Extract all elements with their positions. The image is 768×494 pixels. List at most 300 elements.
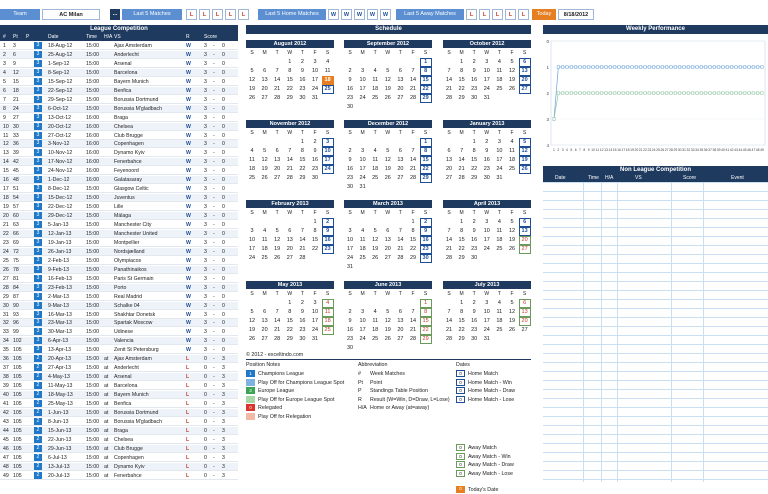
calendar-day[interactable]: 28 [409, 175, 417, 181]
table-row[interactable] [0, 105, 238, 113]
calendar-day[interactable]: 20 [397, 86, 404, 92]
calendar-day[interactable]: 28 [274, 336, 281, 342]
calendar-day[interactable]: 12 [248, 77, 256, 83]
calendar-day[interactable]: 29 [286, 95, 293, 101]
table-row[interactable] [0, 221, 238, 229]
calendar-day[interactable]: 3 [313, 300, 317, 306]
calendar-day[interactable]: 18 [261, 246, 268, 252]
calendar-day[interactable]: 19 [248, 327, 256, 333]
calendar-day[interactable]: 18 [496, 318, 503, 324]
calendar-day[interactable]: 12 [384, 77, 391, 83]
table-row[interactable] [0, 140, 238, 148]
calendar-day[interactable]: 27 [397, 175, 404, 181]
table-row[interactable] [0, 328, 238, 336]
calendar-day[interactable]: 11 [261, 237, 268, 243]
table-row[interactable] [0, 69, 238, 77]
calendar-day[interactable]: 14 [409, 318, 417, 324]
calendar-day[interactable]: 22 [471, 166, 478, 172]
table-row[interactable] [0, 391, 238, 399]
table-row[interactable] [0, 302, 238, 310]
calendar-day[interactable]: 19 [384, 86, 391, 92]
calendar-day[interactable]: 13 [261, 77, 268, 83]
calendar-day[interactable]: 3 [348, 228, 352, 234]
calendar-day[interactable]: 5 [510, 300, 514, 306]
calendar-day[interactable]: 22 [420, 165, 432, 174]
calendar-day[interactable]: 16 [299, 77, 306, 83]
table-row[interactable] [0, 311, 238, 319]
calendar-day[interactable]: 16 [420, 236, 432, 245]
calendar-day[interactable]: 23 [346, 336, 354, 342]
calendar-day[interactable]: 4 [250, 148, 254, 154]
calendar-day[interactable]: 9 [300, 68, 304, 74]
table-row[interactable] [0, 364, 238, 372]
calendar-day[interactable]: 23 [471, 86, 478, 92]
calendar-day[interactable]: 17 [346, 246, 354, 252]
calendar-day[interactable]: 10 [311, 68, 319, 74]
calendar-day[interactable]: 19 [372, 246, 379, 252]
calendar-day[interactable]: 3 [361, 309, 365, 315]
calendar-day[interactable]: 31 [311, 336, 319, 342]
calendar-day[interactable]: 4 [326, 59, 330, 65]
calendar-day[interactable]: 17 [248, 246, 256, 252]
calendar-day[interactable]: 25 [496, 246, 503, 252]
calendar-day[interactable]: 25 [372, 95, 379, 101]
table-row[interactable] [0, 230, 238, 238]
calendar-day[interactable]: 9 [472, 228, 476, 234]
table-row[interactable] [0, 158, 238, 166]
calendar-day[interactable]: 18 [322, 76, 334, 85]
calendar-day[interactable]: 2 [472, 300, 476, 306]
calendar-day[interactable]: 11 [359, 237, 366, 243]
calendar-day[interactable]: 1 [460, 300, 464, 306]
calendar-day[interactable]: 6 [275, 148, 279, 154]
calendar-day[interactable]: 1 [288, 300, 292, 306]
calendar-day[interactable]: 31 [346, 264, 354, 270]
calendar-day[interactable]: 16 [471, 318, 478, 324]
calendar-day[interactable]: 23 [483, 166, 490, 172]
calendar-day[interactable]: 13 [261, 318, 268, 324]
calendar-day[interactable]: 26 [508, 246, 516, 252]
calendar-day[interactable]: 4 [373, 309, 377, 315]
calendar-day[interactable]: 8 [288, 68, 292, 74]
calendar-day[interactable]: 21 [458, 166, 465, 172]
calendar-day[interactable]: 22 [286, 86, 293, 92]
calendar-day[interactable]: 6 [398, 148, 402, 154]
calendar-day[interactable]: 16 [322, 236, 334, 245]
calendar-day[interactable]: 5 [519, 138, 531, 147]
calendar-day[interactable]: 31 [483, 336, 490, 342]
calendar-day[interactable]: 10 [483, 228, 490, 234]
calendar-day[interactable]: 22 [409, 246, 417, 252]
table-row[interactable] [0, 319, 238, 327]
calendar-day[interactable]: 1 [460, 219, 464, 225]
calendar-day[interactable]: 24 [496, 166, 503, 172]
calendar-day[interactable]: 3 [485, 219, 489, 225]
calendar-day[interactable]: 25 [372, 175, 379, 181]
calendar-day[interactable]: 13 [274, 157, 281, 163]
calendar-day[interactable]: 16 [471, 237, 478, 243]
table-row[interactable] [0, 418, 238, 426]
calendar-day[interactable]: 5 [263, 148, 267, 154]
calendar-day[interactable]: 5 [250, 309, 254, 315]
calendar-day[interactable]: 27 [519, 85, 531, 94]
calendar-day[interactable]: 1 [411, 219, 415, 225]
calendar-day[interactable]: 21 [409, 166, 417, 172]
calendar-day[interactable]: 28 [445, 336, 453, 342]
calendar-day[interactable]: 17 [311, 77, 319, 83]
calendar-day[interactable]: 28 [409, 336, 417, 342]
table-row[interactable] [0, 427, 238, 435]
calendar-day[interactable]: 16 [346, 86, 354, 92]
calendar-day[interactable]: 15 [299, 157, 306, 163]
calendar-day[interactable]: 1 [420, 138, 432, 147]
calendar-day[interactable]: 27 [286, 255, 293, 261]
calendar-day[interactable]: 30 [420, 254, 432, 263]
calendar-day[interactable]: 22 [420, 326, 432, 335]
calendar-day[interactable]: 23 [471, 327, 478, 333]
calendar-day[interactable]: 14 [409, 77, 417, 83]
calendar-day[interactable]: 25 [372, 336, 379, 342]
calendar-day[interactable]: 22 [458, 86, 465, 92]
calendar-day[interactable]: 8 [420, 67, 432, 76]
table-row[interactable] [0, 382, 238, 390]
calendar-day[interactable]: 16 [346, 327, 354, 333]
calendar-day[interactable]: 5 [373, 228, 377, 234]
calendar-day[interactable]: 24 [346, 255, 354, 261]
calendar-day[interactable]: 17 [483, 237, 490, 243]
calendar-day[interactable]: 21 [409, 327, 417, 333]
calendar-day[interactable]: 17 [483, 77, 490, 83]
calendar-day[interactable]: 19 [274, 246, 281, 252]
calendar-day[interactable]: 8 [420, 147, 432, 156]
calendar-day[interactable]: 1 [420, 299, 432, 308]
table-row[interactable] [0, 275, 238, 283]
calendar-day[interactable]: 23 [299, 86, 306, 92]
calendar-day[interactable]: 18 [496, 237, 503, 243]
calendar-day[interactable]: 23 [322, 245, 334, 254]
calendar-day[interactable]: 5 [250, 68, 254, 74]
calendar-day[interactable]: 19 [248, 86, 256, 92]
calendar-day[interactable]: 15 [286, 77, 293, 83]
calendar-day[interactable]: 3 [313, 59, 317, 65]
calendar-day[interactable]: 14 [458, 157, 465, 163]
calendar-day[interactable]: 24 [359, 175, 366, 181]
calendar-day[interactable]: 26 [384, 95, 391, 101]
calendar-day[interactable]: 6 [263, 68, 267, 74]
calendar-day[interactable]: 8 [420, 308, 432, 317]
calendar-day[interactable]: 11 [509, 148, 515, 154]
calendar-day[interactable]: 30 [483, 175, 490, 181]
calendar-day[interactable]: 14 [274, 318, 281, 324]
calendar-day[interactable]: 4 [361, 228, 365, 234]
calendar-day[interactable]: 31 [496, 175, 503, 181]
calendar-day[interactable]: 7 [275, 309, 279, 315]
calendar-day[interactable]: 25 [322, 326, 334, 335]
calendar-day[interactable]: 11 [324, 68, 331, 74]
calendar-day[interactable]: 19 [508, 77, 516, 83]
calendar-day[interactable]: 28 [274, 95, 281, 101]
table-row[interactable] [0, 472, 238, 480]
calendar-day[interactable]: 24 [311, 86, 319, 92]
calendar-day[interactable]: 8 [472, 148, 476, 154]
calendar-day[interactable]: 27 [397, 336, 404, 342]
calendar-day[interactable]: 20 [519, 317, 531, 326]
calendar-day[interactable]: 1 [288, 59, 292, 65]
table-row[interactable] [0, 463, 238, 471]
table-row[interactable] [0, 87, 238, 95]
calendar-day[interactable]: 13 [397, 318, 404, 324]
calendar-day[interactable]: 28 [299, 255, 306, 261]
calendar-day[interactable]: 19 [519, 156, 531, 165]
calendar-day[interactable]: 2 [485, 139, 489, 145]
calendar-day[interactable]: 20 [519, 76, 531, 85]
calendar-day[interactable]: 23 [299, 327, 306, 333]
calendar-day[interactable]: 28 [458, 175, 465, 181]
calendar-day[interactable]: 4 [510, 139, 514, 145]
calendar-day[interactable]: 15 [409, 237, 417, 243]
calendar-day[interactable]: 30 [471, 336, 478, 342]
calendar-day[interactable]: 14 [445, 237, 453, 243]
calendar-day[interactable]: 29 [299, 175, 306, 181]
calendar-day[interactable]: 8 [300, 148, 304, 154]
calendar-day[interactable]: 9 [348, 157, 352, 163]
calendar-day[interactable]: 12 [384, 157, 391, 163]
team-select[interactable]: AC Milan [42, 9, 100, 20]
calendar-day[interactable]: 3 [485, 300, 489, 306]
table-row[interactable] [0, 78, 238, 86]
calendar-day[interactable]: 4 [373, 68, 377, 74]
calendar-day[interactable]: 19 [384, 327, 391, 333]
table-row[interactable] [0, 51, 238, 59]
calendar-day[interactable]: 14 [445, 318, 453, 324]
calendar-day[interactable]: 1 [300, 139, 304, 145]
calendar-day[interactable]: 23 [420, 245, 432, 254]
calendar-day[interactable]: 2 [313, 139, 317, 145]
calendar-day[interactable]: 24 [311, 327, 319, 333]
calendar-day[interactable]: 23 [346, 175, 354, 181]
calendar-day[interactable]: 4 [263, 228, 267, 234]
calendar-day[interactable]: 21 [299, 246, 306, 252]
calendar-day[interactable]: 5 [386, 148, 390, 154]
calendar-day[interactable]: 12 [261, 157, 268, 163]
calendar-day[interactable]: 14 [299, 237, 306, 243]
table-row[interactable] [0, 373, 238, 381]
calendar-day[interactable]: 6 [519, 58, 531, 67]
calendar-day[interactable]: 21 [409, 86, 417, 92]
calendar-day[interactable]: 7 [411, 309, 415, 315]
calendar-day[interactable]: 13 [397, 157, 404, 163]
calendar-day[interactable]: 21 [445, 327, 453, 333]
calendar-day[interactable]: 28 [397, 255, 404, 261]
calendar-day[interactable]: 3 [485, 59, 489, 65]
calendar-day[interactable]: 8 [411, 228, 415, 234]
calendar-day[interactable]: 11 [322, 308, 334, 317]
calendar-day[interactable]: 14 [397, 237, 404, 243]
calendar-day[interactable]: 8 [313, 228, 317, 234]
calendar-day[interactable]: 2 [322, 218, 334, 227]
calendar-day[interactable]: 5 [510, 219, 514, 225]
calendar-day[interactable]: 15 [420, 317, 432, 326]
calendar-day[interactable]: 21 [445, 86, 453, 92]
calendar-day[interactable]: 6 [519, 218, 531, 227]
calendar-day[interactable]: 28 [286, 175, 293, 181]
calendar-day[interactable]: 15 [471, 157, 478, 163]
calendar-day[interactable]: 10 [359, 77, 366, 83]
calendar-day[interactable]: 27 [397, 95, 404, 101]
calendar-day[interactable]: 7 [460, 148, 464, 154]
calendar-day[interactable]: 15 [286, 318, 293, 324]
calendar-day[interactable]: 18 [372, 86, 379, 92]
calendar-day[interactable]: 19 [384, 166, 391, 172]
table-row[interactable] [0, 346, 238, 354]
calendar-day[interactable]: 31 [359, 184, 366, 190]
calendar-day[interactable]: 2 [472, 59, 476, 65]
calendar-day[interactable]: 2 [348, 68, 352, 74]
calendar-day[interactable]: 12 [248, 318, 256, 324]
calendar-day[interactable]: 18 [248, 166, 256, 172]
calendar-day[interactable]: 30 [299, 336, 306, 342]
calendar-day[interactable]: 20 [519, 236, 531, 245]
calendar-day[interactable]: 17 [311, 318, 319, 324]
calendar-day[interactable]: 27 [521, 327, 528, 333]
calendar-day[interactable]: 7 [288, 148, 292, 154]
calendar-day[interactable]: 17 [483, 318, 490, 324]
calendar-day[interactable]: 16 [346, 166, 354, 172]
calendar-day[interactable]: 19 [508, 237, 516, 243]
calendar-day[interactable]: 11 [372, 318, 379, 324]
table-row[interactable] [0, 132, 238, 140]
calendar-day[interactable]: 16 [311, 157, 319, 163]
calendar-day[interactable]: 20 [261, 86, 268, 92]
calendar-day[interactable]: 3 [250, 228, 254, 234]
calendar-day[interactable]: 26 [248, 95, 256, 101]
calendar-day[interactable]: 2 [348, 309, 352, 315]
calendar-day[interactable]: 13 [397, 77, 404, 83]
calendar-day[interactable]: 2 [472, 219, 476, 225]
calendar-day[interactable]: 10 [311, 309, 319, 315]
calendar-day[interactable]: 8 [460, 228, 464, 234]
calendar-day[interactable]: 11 [372, 157, 379, 163]
calendar-day[interactable]: 8 [460, 68, 464, 74]
calendar-day[interactable]: 20 [445, 166, 453, 172]
calendar-day[interactable]: 7 [411, 148, 415, 154]
calendar-day[interactable]: 9 [313, 148, 317, 154]
calendar-day[interactable]: 24 [359, 95, 366, 101]
calendar-day[interactable]: 27 [274, 175, 281, 181]
calendar-day[interactable]: 4 [497, 300, 501, 306]
calendar-day[interactable]: 6 [288, 228, 292, 234]
calendar-day[interactable]: 17 [359, 166, 366, 172]
calendar-day[interactable]: 20 [274, 166, 281, 172]
calendar-day[interactable]: 9 [348, 77, 352, 83]
calendar-day[interactable]: 22 [420, 85, 432, 94]
calendar-day[interactable]: 7 [411, 68, 415, 74]
calendar-day[interactable]: 3 [361, 148, 365, 154]
calendar-day[interactable]: 17 [322, 156, 334, 165]
calendar-day[interactable]: 26 [508, 86, 516, 92]
calendar-day[interactable]: 5 [386, 68, 390, 74]
calendar-day[interactable]: 7 [447, 68, 451, 74]
calendar-day[interactable]: 12 [508, 228, 516, 234]
calendar-day[interactable]: 30 [471, 255, 478, 261]
calendar-day[interactable]: 7 [447, 309, 451, 315]
calendar-day[interactable]: 27 [261, 95, 268, 101]
calendar-day[interactable]: 26 [384, 336, 391, 342]
table-row[interactable] [0, 436, 238, 444]
calendar-day[interactable]: 12 [519, 147, 531, 156]
table-row[interactable] [0, 355, 238, 363]
calendar-day[interactable]: 9 [472, 68, 476, 74]
calendar-day[interactable]: 2 [348, 148, 352, 154]
calendar-day[interactable]: 1 [313, 219, 317, 225]
calendar-day[interactable]: 12 [508, 68, 516, 74]
calendar-day[interactable]: 22 [299, 166, 306, 172]
calendar-day[interactable]: 6 [398, 68, 402, 74]
calendar-day[interactable]: 6 [263, 309, 267, 315]
calendar-day[interactable]: 14 [409, 157, 417, 163]
calendar-day[interactable]: 30 [311, 175, 319, 181]
calendar-day[interactable]: 13 [519, 227, 531, 236]
calendar-day[interactable]: 19 [508, 318, 516, 324]
table-row[interactable] [0, 176, 238, 184]
table-row[interactable] [0, 239, 238, 247]
calendar-day[interactable]: 13 [519, 308, 531, 317]
calendar-day[interactable]: 29 [458, 255, 465, 261]
calendar-day[interactable]: 22 [458, 246, 465, 252]
calendar-day[interactable]: 22 [286, 327, 293, 333]
table-row[interactable] [0, 194, 238, 202]
calendar-day[interactable]: 14 [286, 157, 293, 163]
table-row[interactable] [0, 123, 238, 131]
calendar-day[interactable]: 21 [286, 166, 293, 172]
calendar-day[interactable]: 1 [472, 139, 476, 145]
calendar-day[interactable]: 15 [458, 77, 465, 83]
calendar-day[interactable]: 1 [420, 58, 432, 67]
table-row[interactable] [0, 185, 238, 193]
calendar-day[interactable]: 8 [460, 309, 464, 315]
calendar-day[interactable]: 20 [384, 246, 391, 252]
calendar-day[interactable]: 10 [483, 309, 490, 315]
table-row[interactable] [0, 96, 238, 104]
calendar-day[interactable]: 5 [386, 309, 390, 315]
calendar-day[interactable]: 4 [322, 299, 334, 308]
calendar-day[interactable]: 9 [420, 227, 432, 236]
calendar-day[interactable]: 7 [447, 228, 451, 234]
calendar-day[interactable]: 21 [274, 327, 281, 333]
calendar-day[interactable]: 29 [409, 255, 417, 261]
calendar-day[interactable]: 29 [420, 94, 432, 103]
calendar-day[interactable]: 17 [496, 157, 503, 163]
calendar-day[interactable]: 10 [248, 237, 256, 243]
calendar-day[interactable]: 28 [409, 95, 417, 101]
calendar-day[interactable]: 9 [322, 227, 334, 236]
calendar-day[interactable]: 4 [497, 59, 501, 65]
calendar-day[interactable]: 24 [322, 165, 334, 174]
calendar-day[interactable]: 26 [248, 336, 256, 342]
calendar-day[interactable]: 20 [397, 327, 404, 333]
calendar-day[interactable]: 25 [261, 255, 268, 261]
calendar-day[interactable]: 30 [346, 184, 354, 190]
calendar-day[interactable]: 29 [286, 336, 293, 342]
calendar-day[interactable]: 15 [311, 237, 319, 243]
calendar-day[interactable]: 2 [420, 218, 432, 227]
calendar-day[interactable]: 4 [497, 219, 501, 225]
calendar-day[interactable]: 30 [346, 104, 354, 110]
calendar-day[interactable]: 11 [496, 309, 503, 315]
calendar-day[interactable]: 21 [397, 246, 404, 252]
table-row[interactable] [0, 114, 238, 122]
calendar-day[interactable]: 25 [248, 175, 256, 181]
